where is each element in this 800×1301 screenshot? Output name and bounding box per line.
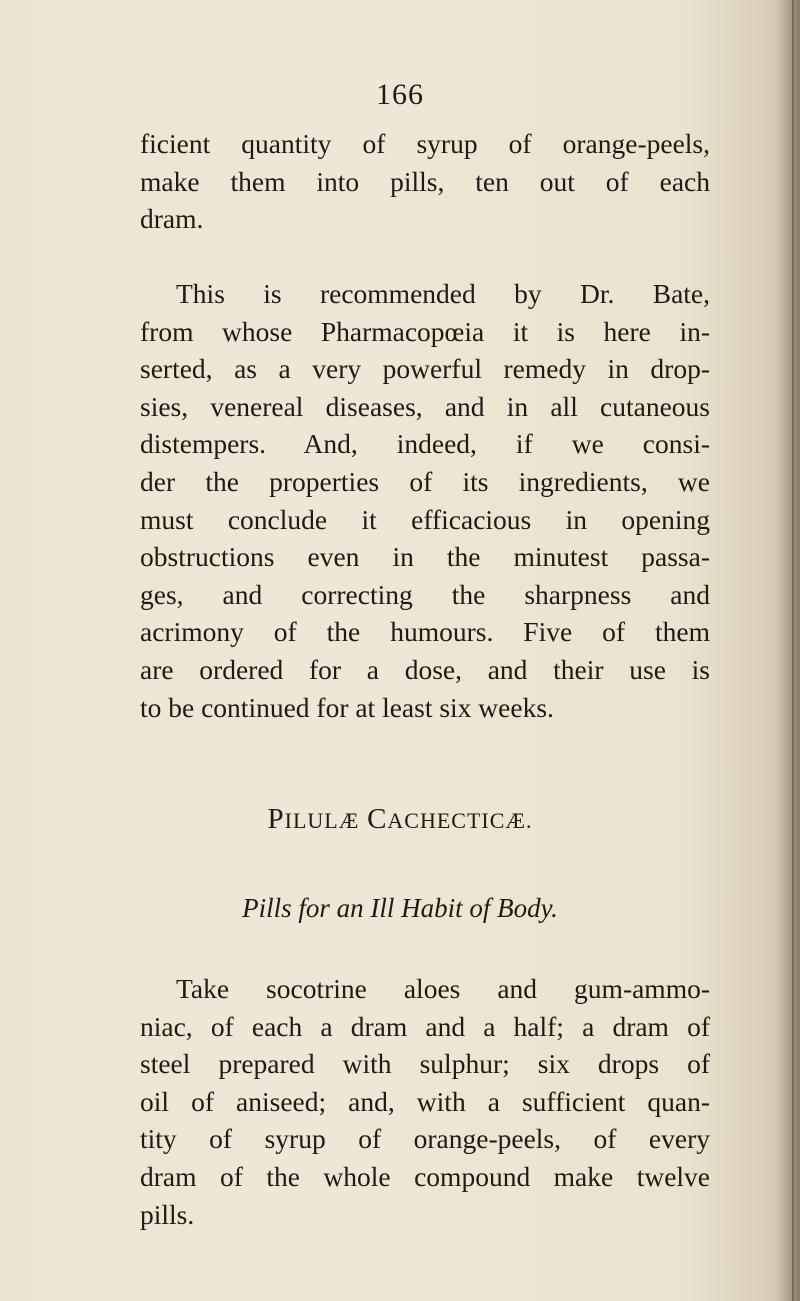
text-line: sies, venereal diseases, and in all cutaneous	[140, 390, 710, 422]
text-line: ficient quantity of syrup of orange-peels,	[140, 128, 710, 159]
heading-initial: P	[267, 803, 285, 835]
text-line: dram of the whole compound make twelve	[140, 1160, 710, 1192]
text-line: acrimony of the humours. Five of them	[140, 616, 710, 648]
text-line: dram.	[140, 203, 204, 235]
heading-smallcaps: ACHECTICÆ.	[387, 808, 533, 833]
text-line: der the properties of its ingredients, we	[140, 465, 710, 497]
text-line: tity of syrup of orange-peels, of every	[140, 1123, 710, 1155]
recipe-heading-english: Pills for an Ill Habit of Body.	[242, 893, 558, 923]
text-line: from whose Pharmacopœia it is here in-	[140, 315, 710, 347]
text-line: to be continued for at least six weeks.	[140, 691, 554, 723]
text-line: ges, and correcting the sharpness and	[140, 578, 710, 610]
text-line: Take socotrine aloes and gum-ammo-	[176, 973, 710, 1004]
text-line: niac, of each a dram and a half; a dram of	[140, 1010, 710, 1042]
text-line: obstructions even in the minutest passa-	[140, 541, 710, 573]
paragraph-continuation	[140, 125, 710, 238]
text-line: oil of aniseed; and, with a sufficient quan-	[140, 1085, 710, 1117]
text-line: are ordered for a dose, and their use is	[140, 653, 710, 685]
heading-smallcaps: ILULÆ	[284, 808, 360, 833]
heading-initial: C	[367, 803, 388, 835]
recipe-heading-latin	[0, 803, 800, 836]
text-line: must conclude it efficacious in opening	[140, 503, 710, 535]
page-number: 166	[376, 78, 424, 111]
paragraph-recommendation	[140, 275, 710, 726]
text-line: make them into pills, ten out of each	[140, 165, 710, 197]
text-line: pills.	[140, 1198, 195, 1230]
text-line: distempers. And, indeed, if we consi-	[140, 428, 710, 460]
paragraph-recipe	[140, 970, 710, 1233]
text-line: steel prepared with sulphur; six drops of	[140, 1048, 710, 1080]
page-edge-line	[792, 0, 794, 1301]
text-line: serted, as a very powerful remedy in drop-	[140, 353, 710, 385]
text-line: This is recommended by Dr. Bate,	[176, 278, 710, 309]
page-edge-shadow	[778, 0, 800, 1301]
